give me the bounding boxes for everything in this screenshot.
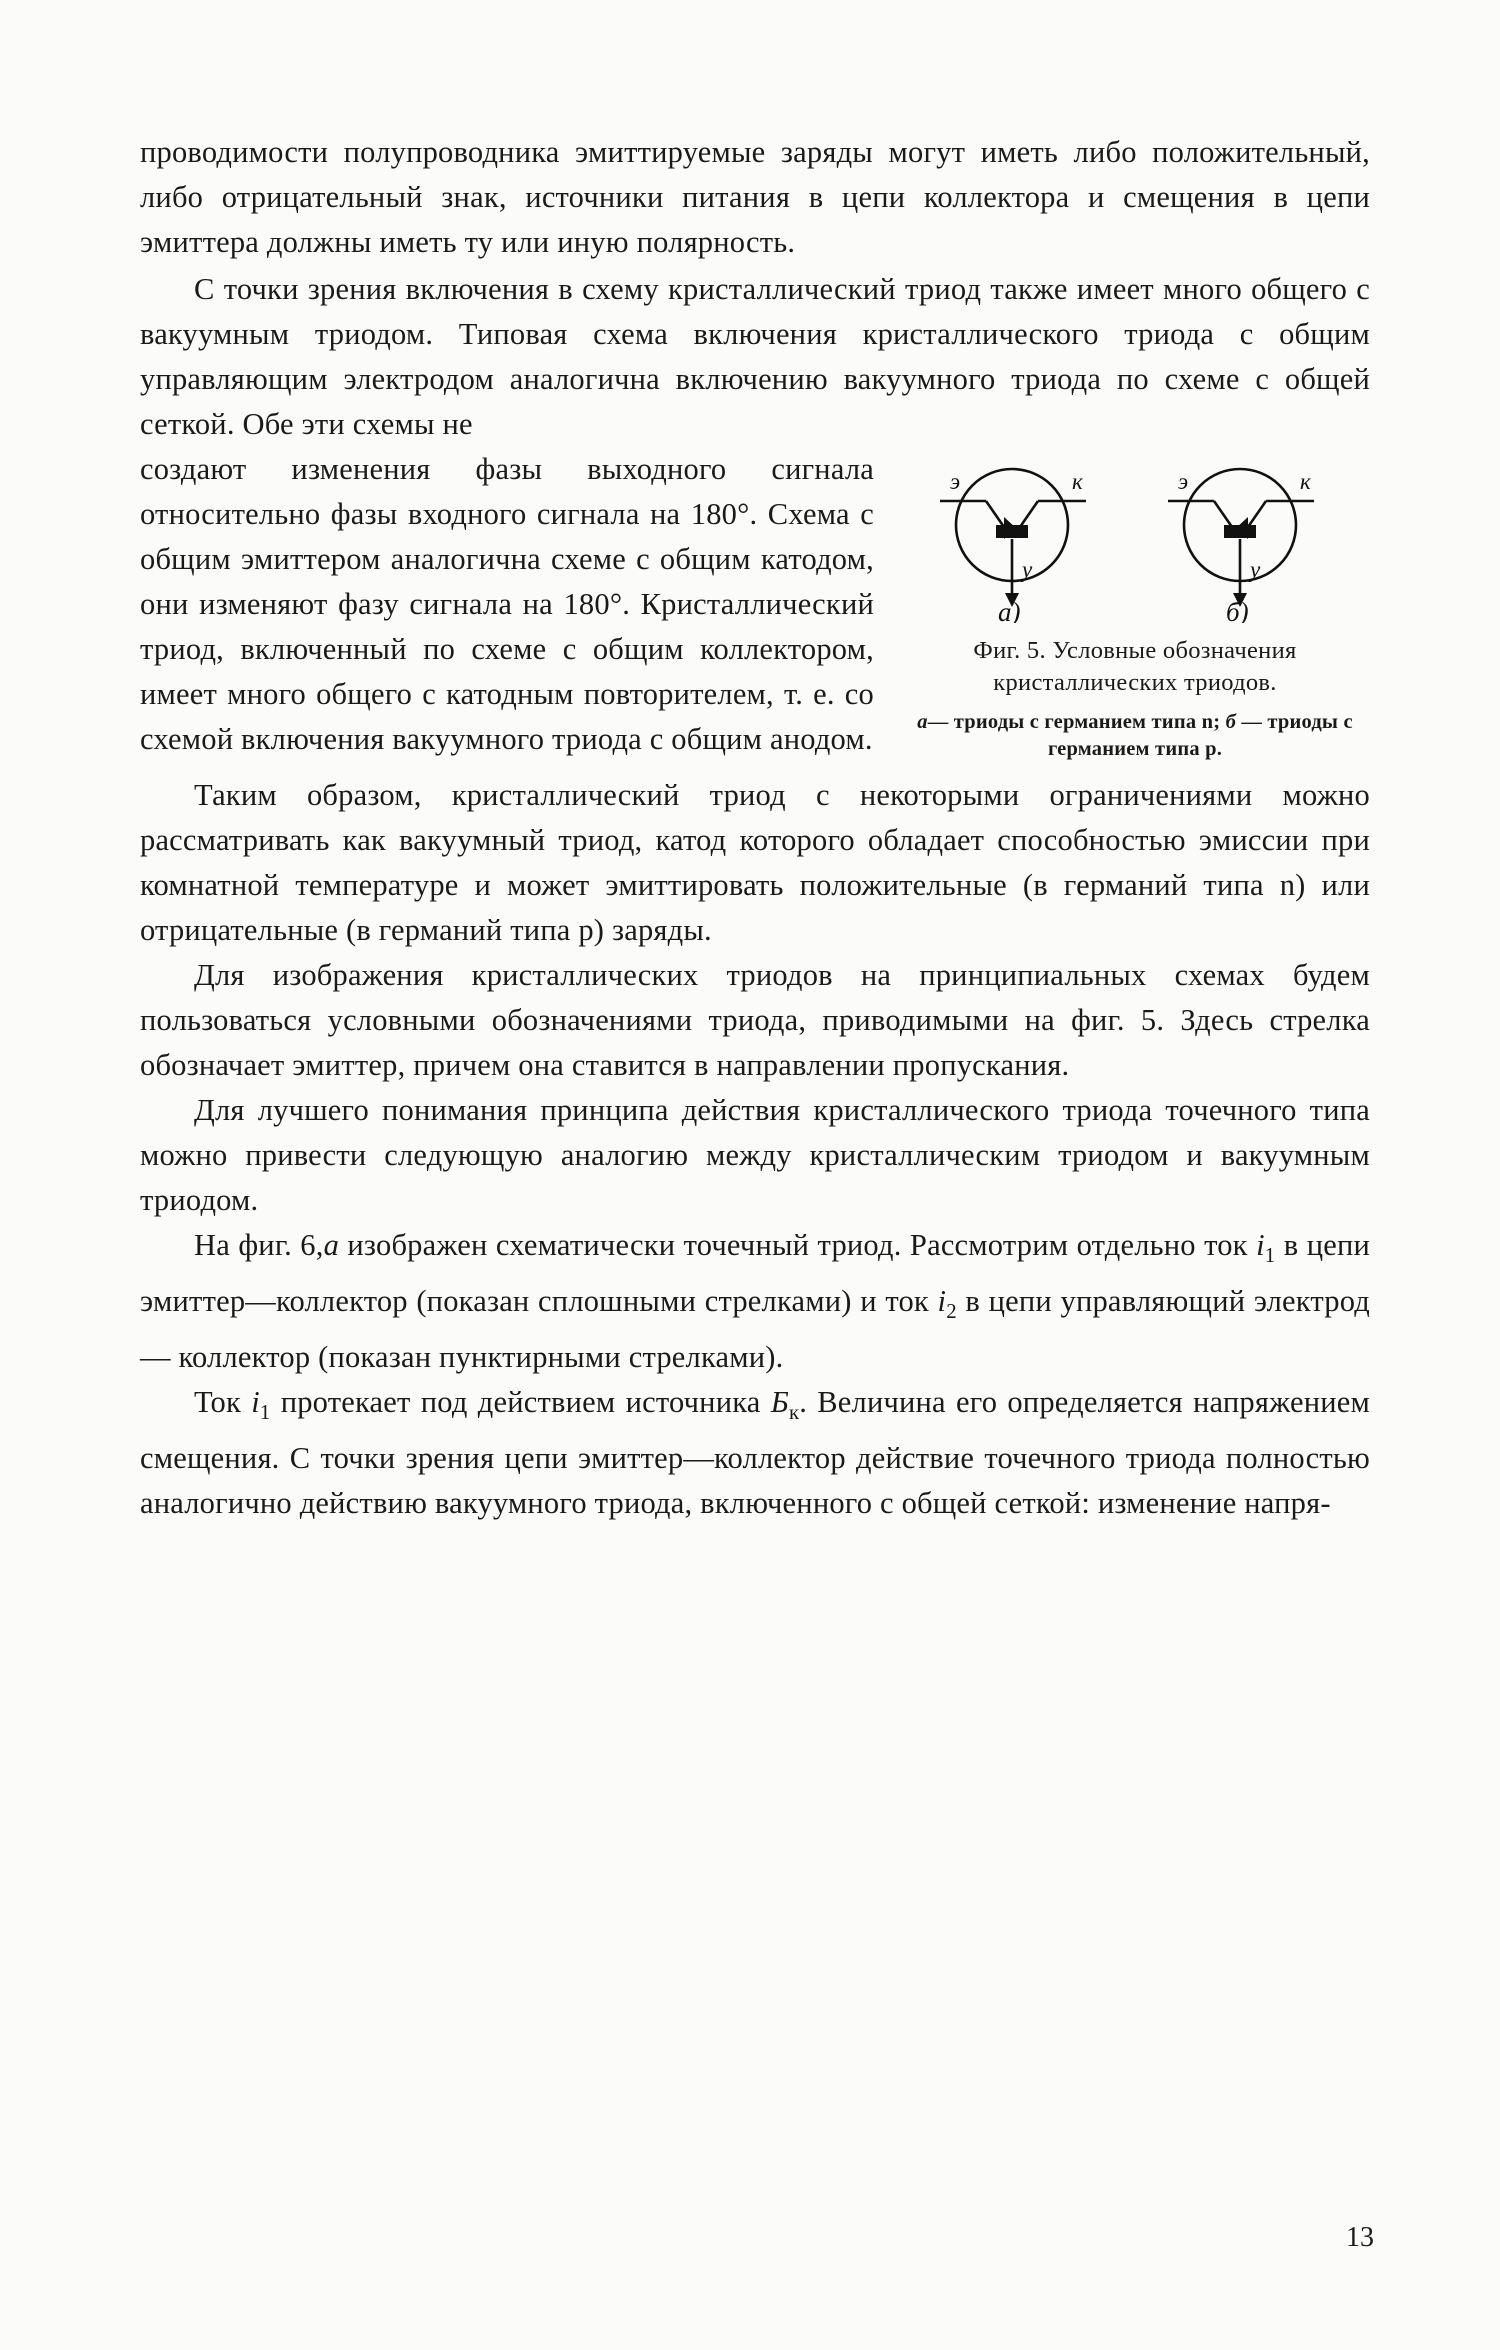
figure-a-terminal-left: э	[950, 469, 961, 494]
figure-a-terminal-bottom: у	[1022, 557, 1033, 582]
p8-italic-b: Б	[770, 1385, 789, 1420]
p7-lead: На фиг. 6,	[194, 1228, 324, 1262]
page-number: 13	[1346, 2222, 1374, 2253]
figure-wrap-block	[140, 447, 1370, 773]
p7-part2: в цепи эмиттер—коллектор (показан сплошными стрелками) и ток	[140, 1228, 1371, 1319]
p7-part1: изображен схематически точечный триод. Рассмотрим отдельно ток	[339, 1228, 1257, 1262]
paragraph-4: Таким образом, кристаллический триод с некоторыми ограничениями можно рассматривать как вакуумный триод, катод которого обладает способностью эмиссии при комнатной температуре и может эмиттировать положительные (в германий типа n) или отрицательные (в германий типа p) заряды.	[140, 778, 1370, 947]
p7-part3: в цепи управляющий электрод — коллектор (показан пунктирными стрелками).	[140, 1284, 1370, 1375]
figure-b-terminal-right: к	[1300, 469, 1311, 494]
transistor-symbols-svg	[900, 453, 1370, 623]
paragraph-7	[140, 1223, 1370, 1380]
figure-b-label: б)	[1226, 597, 1249, 623]
figure-5-canvas	[900, 453, 1370, 623]
p8-lead: Ток	[194, 1385, 252, 1420]
p8-part1: протекает под действием источника	[270, 1385, 771, 1420]
figure-sub-caption	[900, 709, 1370, 763]
paragraph-1: проводимости полупроводника эмиттируемые заряды могут иметь либо положительный, либо отрицательный знак, источники питания в цепи коллектора и смещения в цепи эмиттера должны иметь ту или иную полярность.	[140, 135, 1370, 259]
figure-sub-label-a: а	[917, 711, 928, 733]
figure-sub-text-b: — триоды с германием типа p.	[1047, 711, 1353, 760]
figure-5	[900, 453, 1370, 763]
p7-sub-1: 1	[1264, 1245, 1276, 1268]
p7-sub-2: 2	[946, 1301, 957, 1324]
paragraph-2: С точки зрения включения в схему кристаллический триод также имеет много общего с вакуумным триодом. Типовая схема включения кристаллического триода с общим управляющим электродом аналогична включению вакуумного триода по схеме с общей сеткой. Обе эти схемы не	[140, 272, 1370, 441]
figure-sub-label-b: б	[1225, 711, 1237, 733]
paragraph-6: Для лучшего понимания принципа действия кристаллического триода точечного типа можно привести следующую аналогию между кристаллическим триодом и вакуумным триодом.	[140, 1093, 1370, 1217]
p7-italic-i2: i	[937, 1284, 947, 1319]
figure-sub-text-a: — триоды с германием типа n;	[927, 711, 1221, 733]
paragraph-5: Для изображения кристаллических триодов на принципиальных схемах будем пользоваться условными обозначениями триода, приводимыми на фиг. 5. Здесь стрелка обозначает эмиттер, причем она ставится в направлении пропускания.	[140, 958, 1370, 1082]
paragraph-3: создают изменения фазы выходного сигнала относительно фазы входного сигнала на 180°. Схема с общим эмиттером аналогична схеме с общим катодом, они изменяют фазу сигнала на 180°. Кристаллический триод, включенный по схеме с общим коллектором, имеет много общего с катодным повторителем, т. е. со схемой включения вакуумного триода с общим анодом.	[140, 452, 874, 756]
figure-caption: Фиг. 5. Условные обозначения кристаллических триодов.	[973, 637, 1297, 696]
figure-a-label: а)	[998, 597, 1021, 623]
p7-italic-a: а	[323, 1228, 340, 1262]
p8-sub-1: 1	[259, 1402, 271, 1425]
figure-a-terminal-right: к	[1072, 469, 1083, 494]
page-content	[140, 130, 1370, 1526]
paragraph-8	[140, 1380, 1370, 1526]
p8-italic-i: i	[251, 1385, 260, 1420]
figure-b-terminal-bottom: у	[1250, 557, 1261, 582]
p8-part2: . Величина его определяется напряжением смещения. С точки зрения цепи эмиттер—коллектор действие точечного триода полностью аналогично действию вакуумного триода, включенного с общей сеткой: изменение напря-	[140, 1385, 1370, 1521]
figure-b-terminal-left: э	[1178, 469, 1189, 494]
p7-italic-i1: i	[1256, 1228, 1265, 1262]
p8-sub-k: к	[788, 1402, 800, 1425]
